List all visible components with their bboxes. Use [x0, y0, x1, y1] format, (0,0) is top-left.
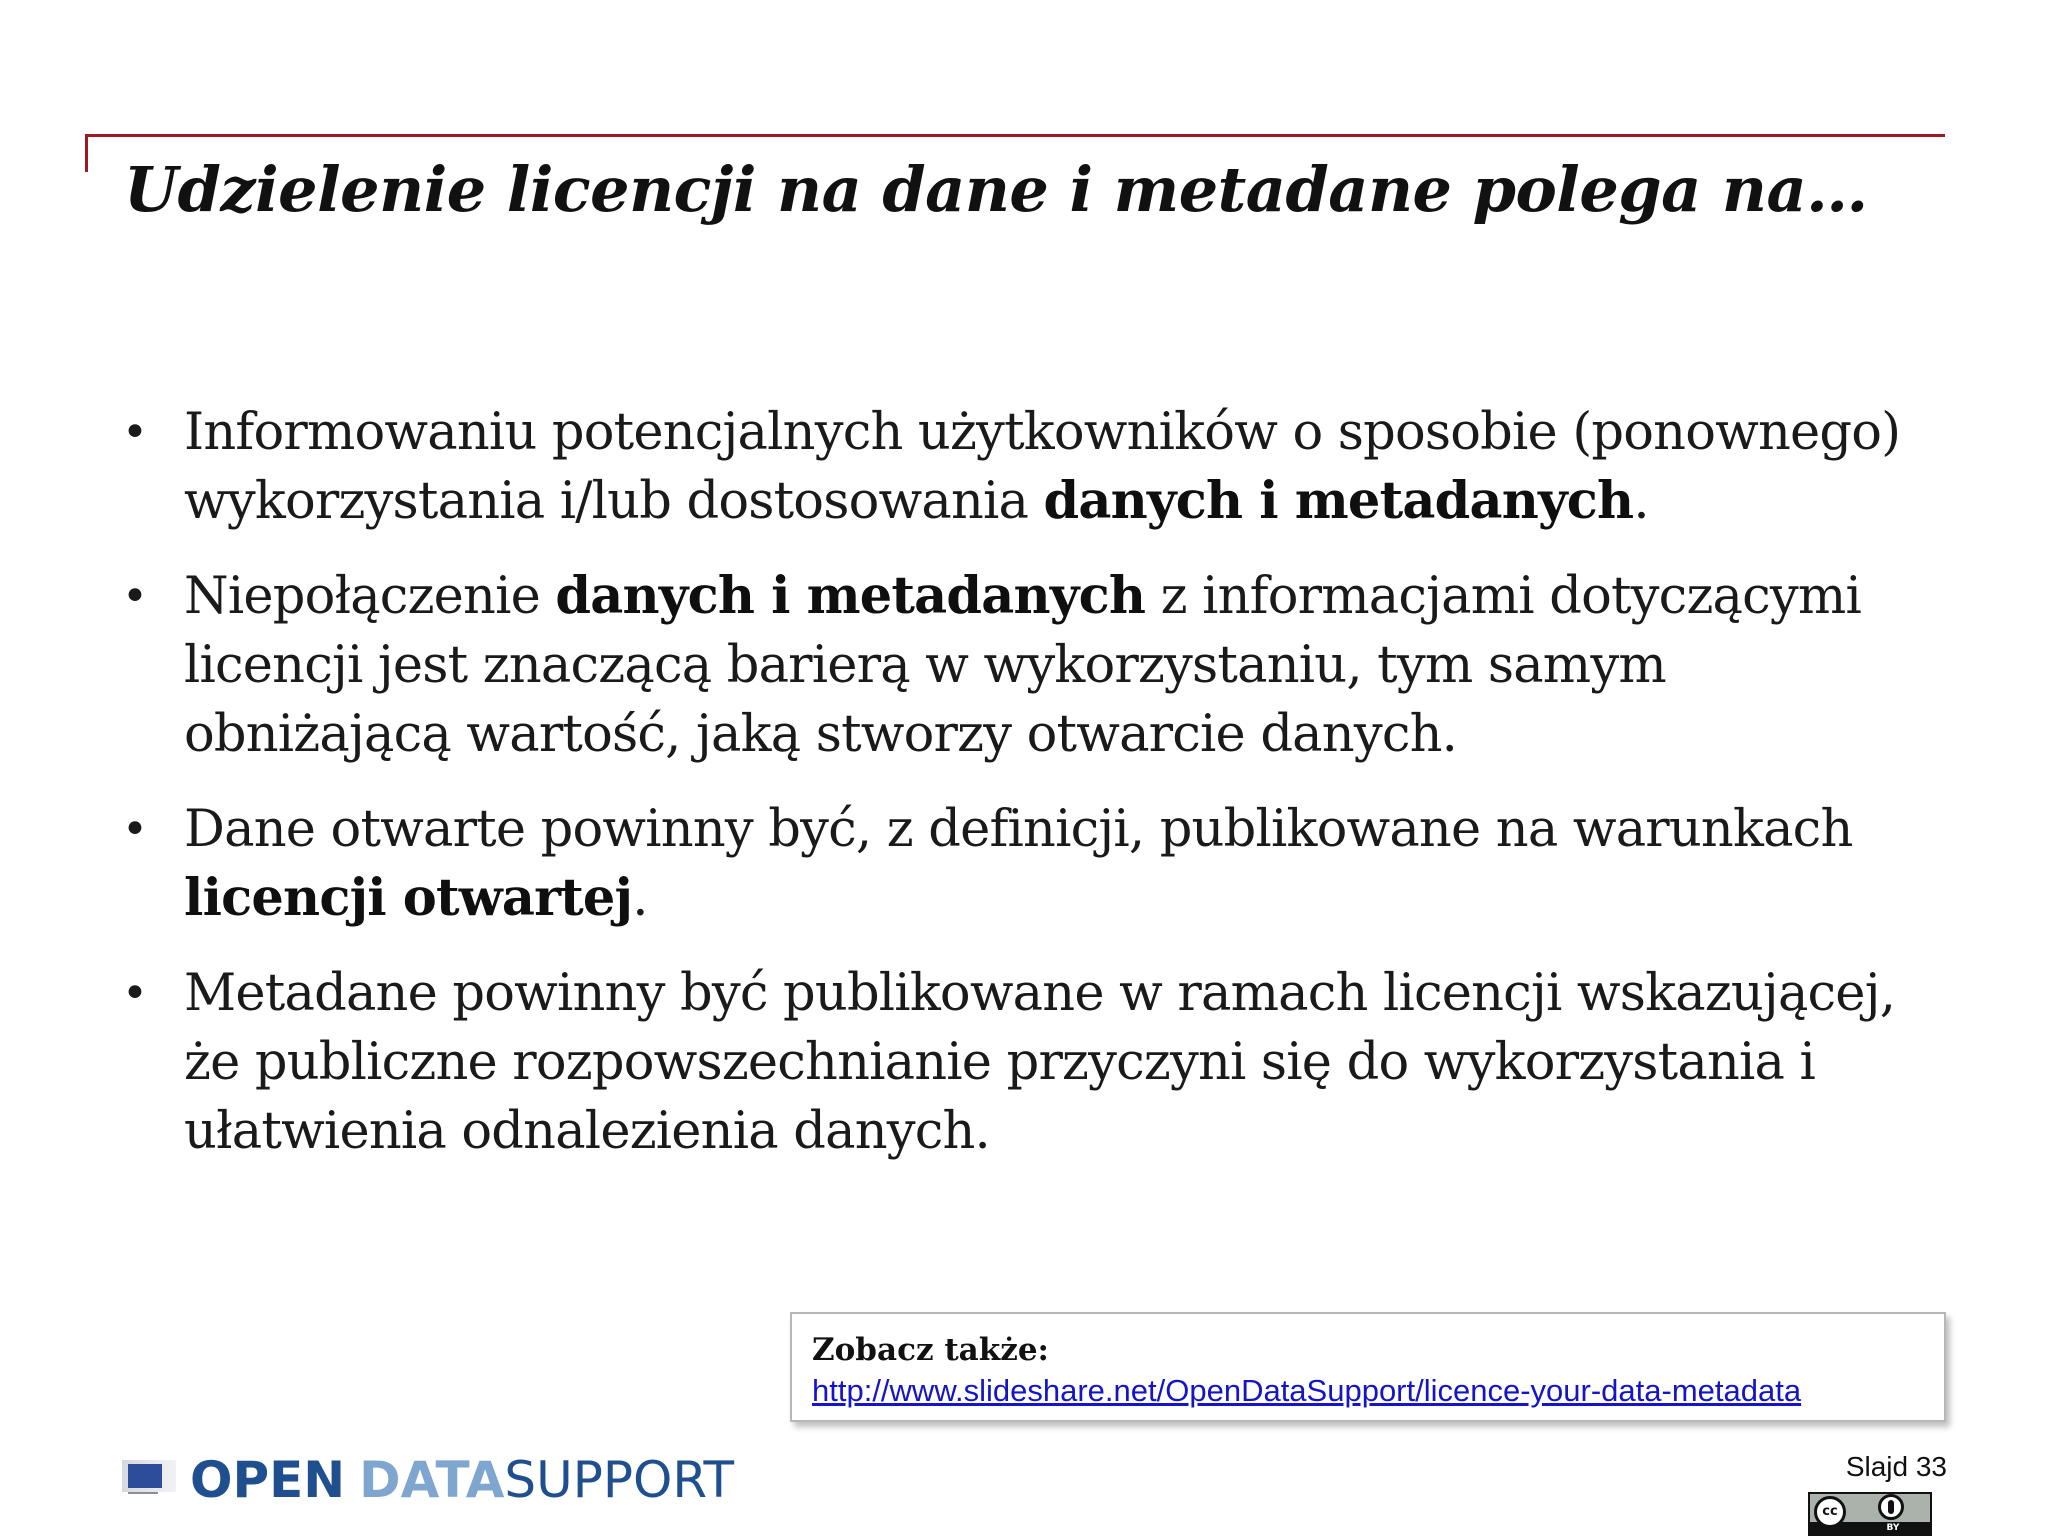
bullet-item [118, 795, 1948, 933]
bullet-text: Informowaniu potencjalnych użytkowników o sposobie (ponownego) wykorzystania i/lub dostosowania [184, 403, 1901, 531]
slide-number: Slajd 33 [1845, 1451, 1947, 1482]
title-rule [85, 134, 1945, 137]
eu-flag-icon [122, 1460, 176, 1500]
bullet-list [118, 398, 1948, 1192]
bullet-marker: • [122, 804, 148, 855]
bullet-text: Dane otwarte powinny być, z definicji, publikowane na warunkach [184, 800, 1853, 859]
bullet-text: Metadane powinny być publikowane w ramach licencji wskazującej, że publiczne rozpowszechnianie przyczyni się do wykorzystania i ułatwienia odnalezienia danych. [184, 964, 1896, 1161]
bullet-item [118, 398, 1948, 536]
see-also-heading: Zobacz także: [812, 1332, 1049, 1368]
bullet-text: Niepołączenie [184, 567, 556, 626]
bullet-text: . [1633, 472, 1649, 531]
slide-title: Udzielenie licencji na dane i metadane polega na… [124, 153, 1868, 226]
bullet-text: z informacjami dotyczącymi licencji jest znaczącą barierą w wykorzystaniu, tym samym obniżającą wartość, jaką stworzy otwarcie danych. [184, 567, 1861, 764]
bullet-text: . [632, 869, 648, 928]
creative-commons-by-icon [1808, 1492, 1932, 1536]
open-data-support-logo [122, 1450, 734, 1510]
title-rule-tick [85, 134, 88, 172]
bullet-emphasis: danych i metadanych [1043, 471, 1634, 531]
logo-data-text: DATA [359, 1451, 505, 1509]
see-also-box [790, 1312, 1946, 1422]
bullet-emphasis: danych i metadanych [555, 566, 1146, 626]
see-also-link[interactable]: http://www.slideshare.net/OpenDataSupport/licence-your-data-metadata [812, 1373, 1802, 1408]
logo-support-text: SUPPORT [504, 1451, 735, 1509]
by-person-icon [1878, 1494, 1904, 1520]
cc-label: cc [1814, 1496, 1846, 1528]
by-label: BY [1886, 1523, 1900, 1533]
bullet-item [118, 562, 1948, 769]
bullet-item [118, 959, 1948, 1166]
bullet-marker: • [122, 407, 148, 458]
bullet-emphasis: licencji otwartej [184, 868, 633, 928]
bullet-marker: • [122, 968, 148, 1019]
logo-open-text: OPEN [190, 1451, 346, 1509]
bullet-marker: • [122, 571, 148, 622]
